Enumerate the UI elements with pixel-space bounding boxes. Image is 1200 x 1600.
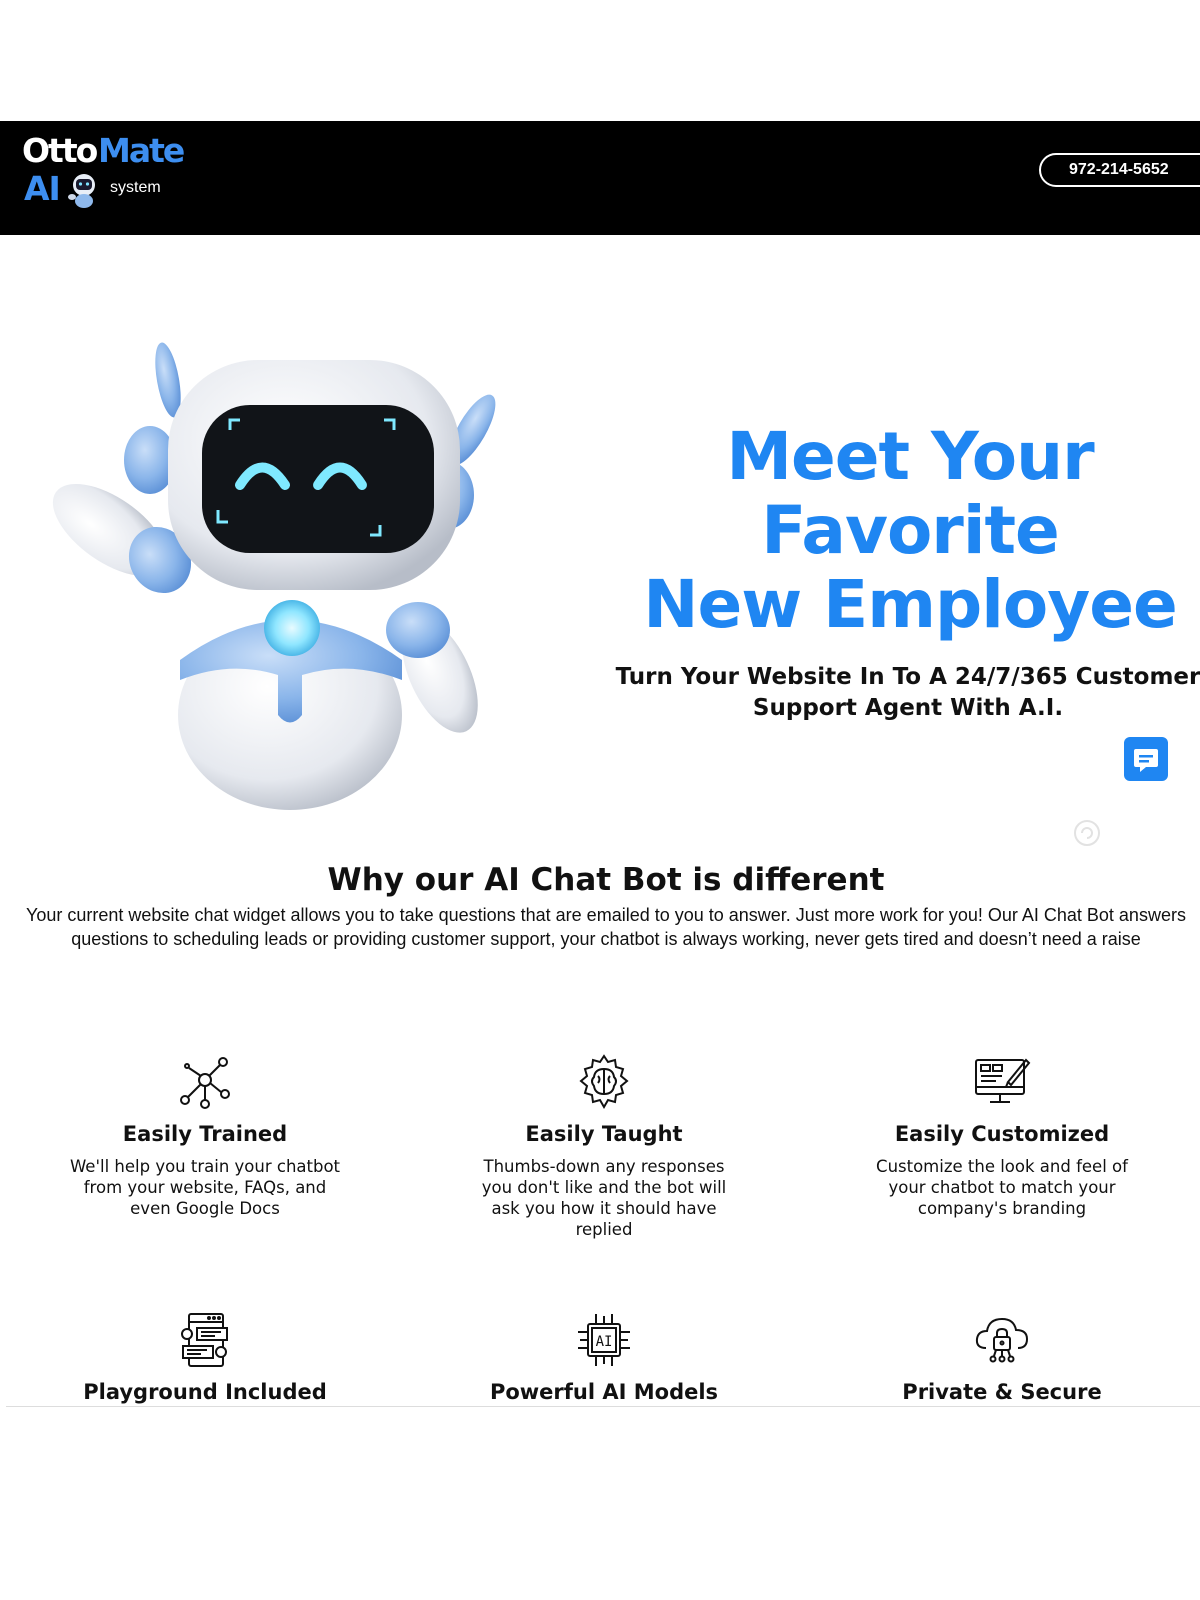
section-description — [6, 903, 1200, 951]
chat-window-icon — [175, 1310, 235, 1370]
logo-ai-text: AI — [24, 169, 60, 208]
feature-line: company's branding — [917, 1199, 1087, 1218]
logo-system-text: system — [110, 179, 161, 196]
feature-line: Thumbs-down any responses — [483, 1157, 725, 1176]
recaptcha-icon — [1073, 819, 1101, 847]
brain-gear-icon — [574, 1052, 634, 1112]
svg-text:AI: AI — [595, 1334, 613, 1350]
feature-title: Playground Included — [83, 1380, 327, 1404]
feature-line: from your website, FAQs, and — [83, 1178, 327, 1197]
ottomate-logo[interactable] — [22, 131, 192, 223]
hero-subtitle-line: Turn Your Website In To A 24/7/365 Customer — [615, 664, 1200, 690]
site-header — [0, 121, 1200, 235]
robot-mascot-illustration — [40, 330, 520, 810]
hero-subtitle-line: Support Agent With A.I. — [752, 695, 1064, 721]
feature-description — [852, 1156, 1152, 1219]
feature-line: even Google Docs — [130, 1199, 280, 1218]
logo-otto-text: Otto — [22, 131, 97, 170]
feature-easily-taught — [454, 1052, 754, 1240]
feature-line: ask you how it should have — [491, 1199, 717, 1218]
phone-button[interactable]: 972-214-5652 — [1039, 153, 1200, 187]
feature-title: Easily Customized — [894, 1122, 1110, 1146]
feature-title: Easily Taught — [525, 1122, 683, 1146]
hero-subtitle — [608, 662, 1200, 724]
cloud-lock-icon — [972, 1310, 1032, 1370]
feature-private-secure — [852, 1310, 1152, 1404]
feature-line: We'll help you train your chatbot — [69, 1157, 341, 1176]
feature-easily-trained — [55, 1052, 355, 1219]
section-description-line: Your current website chat widget allows you to take questions that are emailed to you to answer. Just more work for you! Our AI Chat Bot answers — [26, 905, 1186, 925]
hero-title-line: Favorite — [761, 492, 1059, 569]
hero-title-line: Meet Your — [726, 418, 1094, 495]
hero-title-line: New Employee — [643, 566, 1177, 643]
feature-line: Customize the look and feel of — [876, 1157, 1128, 1176]
hero-title — [610, 420, 1200, 642]
logo-robot-icon — [66, 171, 102, 209]
feature-title: Easily Trained — [122, 1122, 288, 1146]
feature-playground-included — [55, 1310, 355, 1404]
chat-bubble-icon — [1124, 737, 1168, 781]
ai-chip-icon — [574, 1310, 634, 1370]
feature-title: Powerful AI Models — [489, 1380, 719, 1404]
network-icon — [175, 1052, 235, 1112]
feature-description — [55, 1156, 355, 1219]
feature-line: your chatbot to match your — [888, 1178, 1116, 1197]
feature-line: you don't like and the bot will — [481, 1178, 727, 1197]
logo-mate-text: Mate — [98, 131, 184, 170]
feature-powerful-ai-models — [454, 1310, 754, 1404]
section-title: Why our AI Chat Bot is different — [327, 862, 885, 898]
feature-line: replied — [575, 1220, 633, 1239]
monitor-design-icon — [972, 1052, 1032, 1112]
feature-description — [454, 1156, 754, 1240]
section-description-line: questions to scheduling leads or providing customer support, your chatbot is always working, never gets tired and doesn’t need a raise — [71, 929, 1141, 949]
section-divider — [6, 1406, 1200, 1407]
feature-title: Private & Secure — [902, 1380, 1102, 1404]
chat-widget-button[interactable] — [1124, 737, 1168, 781]
feature-easily-customized — [852, 1052, 1152, 1219]
